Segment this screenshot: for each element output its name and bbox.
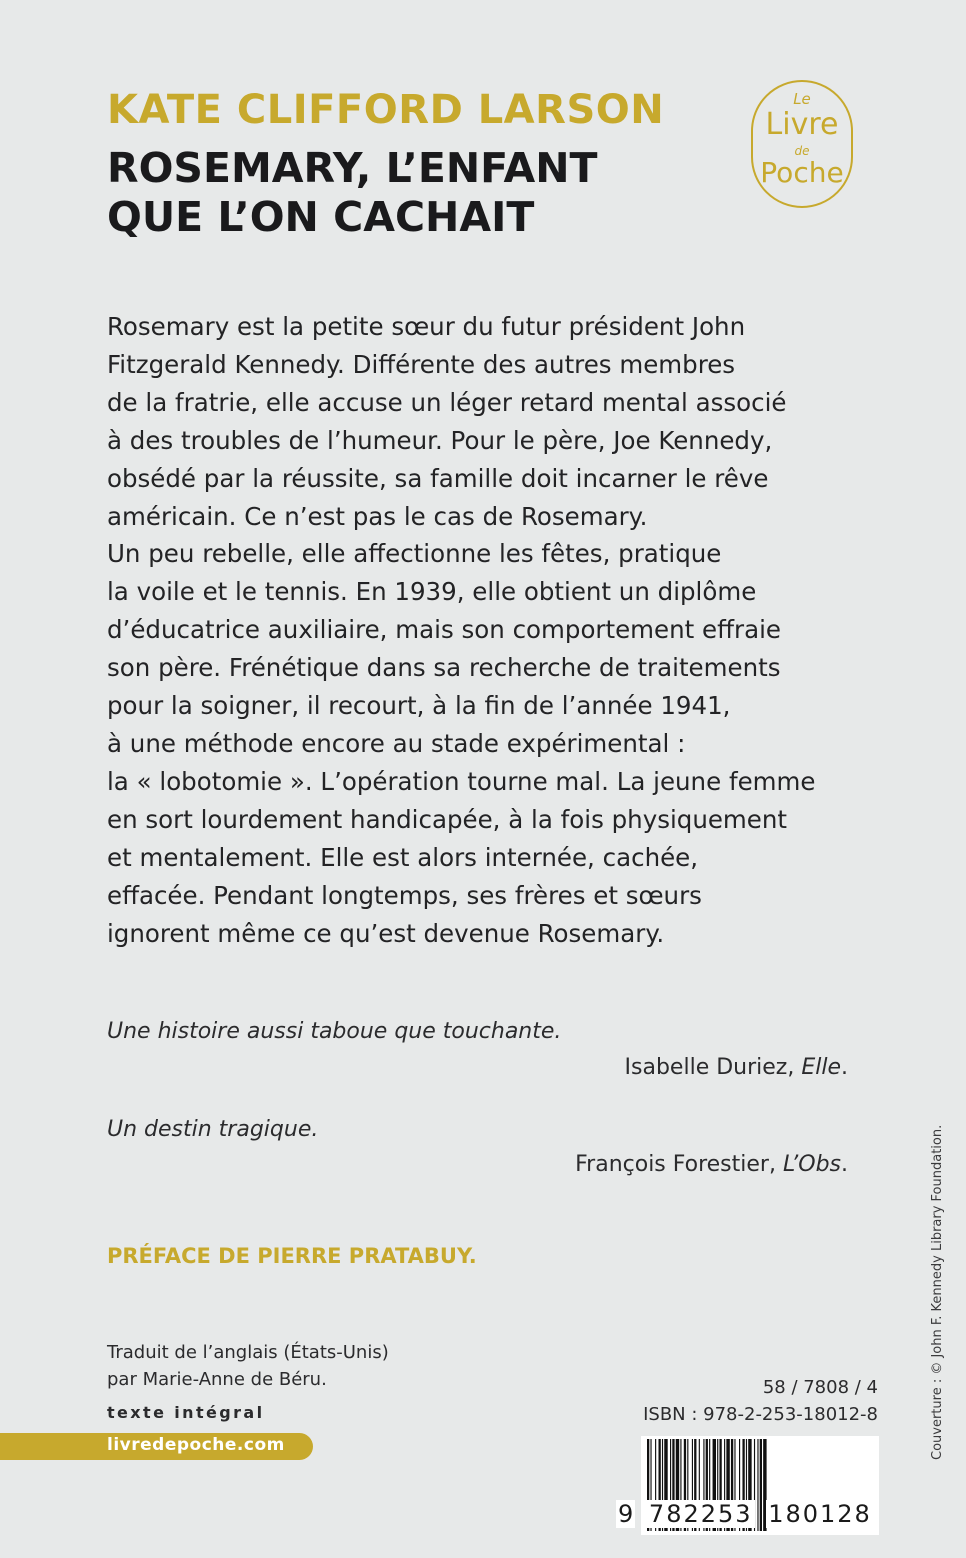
ean-right-group: 180128 xyxy=(768,1500,872,1528)
book-title-line-2: QUE L’ON CACHAIT xyxy=(107,193,535,241)
review-quote-1: Une histoire aussi taboue que touchante. xyxy=(107,1019,562,1044)
logo-word-le: Le xyxy=(793,90,811,108)
unabridged-label: texte intégral xyxy=(107,1403,265,1422)
author-name: KATE CLIFFORD LARSON xyxy=(107,87,665,133)
synopsis-line: Rosemary est la petite sœur du futur président John xyxy=(107,312,746,341)
synopsis xyxy=(107,308,867,952)
synopsis-line: Fitzgerald Kennedy. Différente des autres membres xyxy=(107,349,736,379)
review-source: L’Obs xyxy=(782,1152,841,1177)
ean-digits xyxy=(616,1500,874,1528)
review-quote-2: Un destin tragique. xyxy=(107,1117,319,1142)
website-link[interactable]: livredepoche.com xyxy=(107,1435,285,1455)
review-author: François Forestier, xyxy=(575,1152,783,1177)
synopsis-line: pour la soigner, il recourt, à la fin de l’année 1941, xyxy=(107,691,731,721)
preface-credit: PRÉFACE DE PIERRE PRATABUY. xyxy=(107,1244,477,1268)
isbn-number: ISBN : 978-2-253-18012-8 xyxy=(643,1404,878,1425)
synopsis-line: d’éducatrice auxiliaire, mais son comportement effraie xyxy=(107,615,781,645)
review-attribution-2 xyxy=(575,1152,848,1177)
translation-credit-line-2: par Marie-Anne de Béru. xyxy=(107,1369,327,1390)
synopsis-line: la voile et le tennis. En 1939, elle obtient un diplôme xyxy=(107,577,757,607)
review-author: Isabelle Duriez, xyxy=(624,1055,802,1080)
catalog-code: 58 / 7808 / 4 xyxy=(762,1377,878,1398)
synopsis-line: en sort lourdement handicapée, à la fois physiquement xyxy=(107,804,788,834)
synopsis-line: américain. Ce n’est pas le cas de Rosemary. xyxy=(107,501,648,531)
cover-photo-credit: Couverture : © John F. Kennedy Library Foundation. xyxy=(930,1124,945,1460)
synopsis-line: et mentalement. Elle est alors internée, cachée, xyxy=(107,842,699,872)
synopsis-line: obsédé par la réussite, sa famille doit incarner le rêve xyxy=(107,463,769,493)
synopsis-line: à des troubles de l’humeur. Pour le père, Joe Kennedy, xyxy=(107,425,773,455)
livre-de-poche-logo xyxy=(751,80,853,208)
review-end: . xyxy=(841,1055,848,1080)
review-end: . xyxy=(841,1152,848,1177)
synopsis-line: la « lobotomie ». L’opération tourne mal. La jeune femme xyxy=(107,766,816,796)
synopsis-line: son père. Frénétique dans sa recherche de traitements xyxy=(107,653,781,683)
synopsis-line: ignorent même ce qu’est devenue Rosemary. xyxy=(107,918,665,948)
synopsis-line: de la fratrie, elle accuse un léger retard mental associé xyxy=(107,387,787,417)
review-source: Elle xyxy=(801,1055,841,1080)
logo-word-poche: Poche xyxy=(760,156,844,189)
synopsis-line: Un peu rebelle, elle affectionne les fêtes, pratique xyxy=(107,539,722,569)
book-title-line-1: ROSEMARY, L’ENFANT xyxy=(107,144,598,192)
ean-left-group: 782253 xyxy=(648,1500,753,1528)
synopsis-line: effacée. Pendant longtemps, ses frères et sœurs xyxy=(107,880,702,910)
logo-word-de: de xyxy=(794,144,810,158)
ean-prefix: 9 xyxy=(618,1500,634,1528)
translation-credit-line-1: Traduit de l’anglais (États-Unis) xyxy=(107,1342,389,1363)
review-attribution-1 xyxy=(625,1055,848,1080)
synopsis-line: à une méthode encore au stade expérimental : xyxy=(107,728,686,758)
logo-word-livre: Livre xyxy=(765,107,839,142)
